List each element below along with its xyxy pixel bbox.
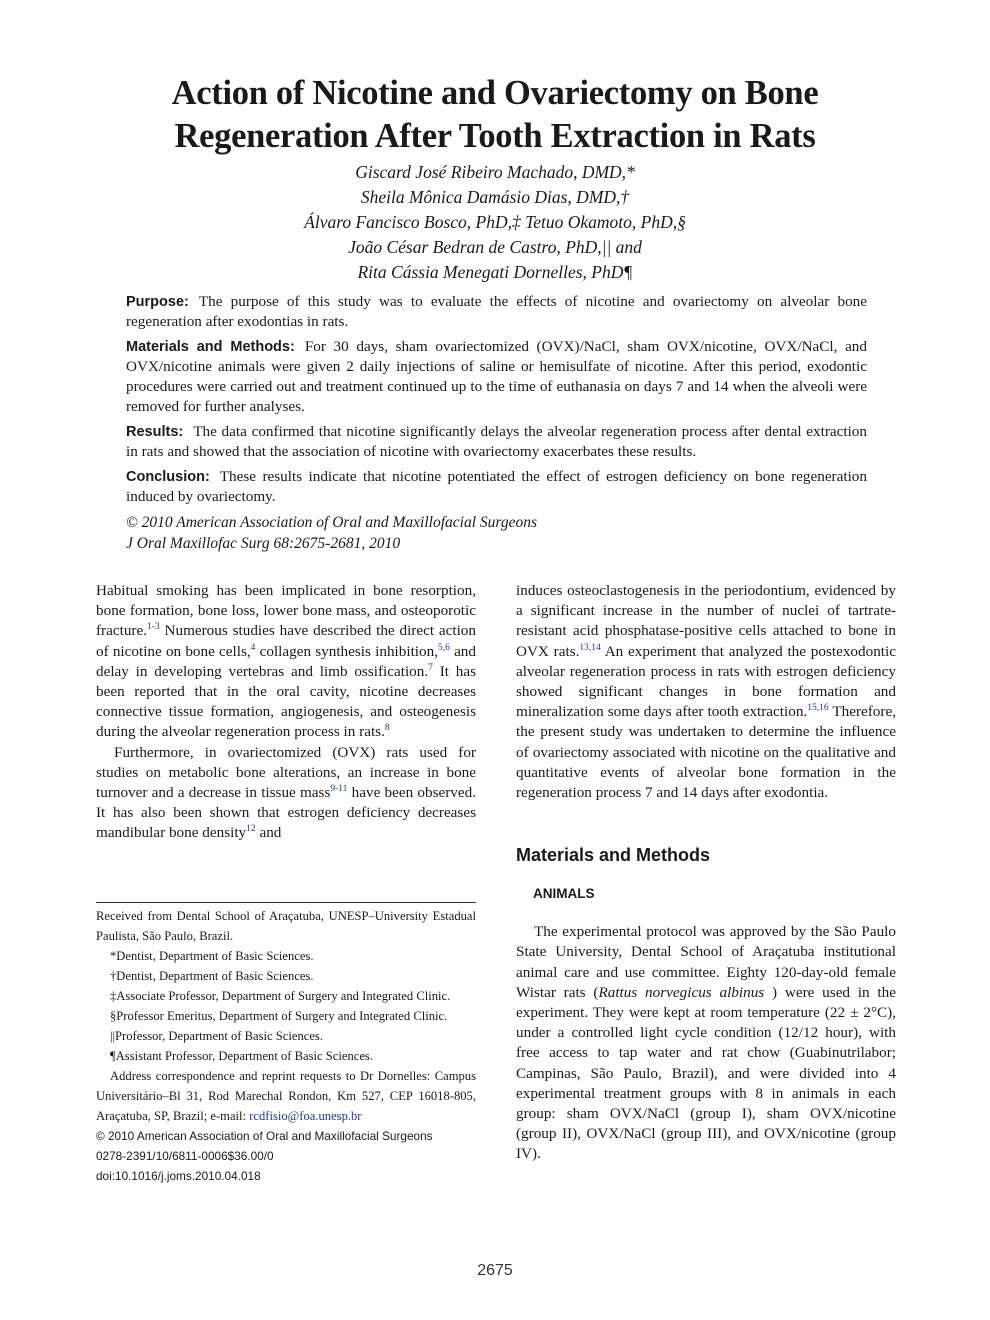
reference-link[interactable]: 8: [384, 723, 390, 734]
author-line: Sheila Mônica Damásio Dias, DMD,†: [360, 187, 630, 207]
author-list: [0, 160, 990, 285]
text-run: Numerous studies have described the direct action of nicotine on bone cells,: [96, 622, 476, 660]
text-run: and delay in developing vertebras and limb ossification.: [96, 642, 476, 680]
footnote-address: [96, 1066, 476, 1126]
abstract-text: These results indicate that nicotine potentiated the effect of estrogen deficiency on bone regeneration induced by ovariectomy.: [126, 468, 867, 505]
abstract-text: For 30 days, sham ovariectomized (OVX)/NaCl, sham OVX/nicotine, OVX/NaCl, and OVX/nicotine animals were given 2 daily injections of saline or hemisulfate of nicotine. After this period, exodontic procedures were carried out and treatment continued up to the time of euthanasia on days 7 and 14 when the alveoli were removed for further analyses.: [126, 338, 867, 415]
reference-link[interactable]: 7: [428, 662, 433, 673]
text-run: An experiment that analyzed the postexodontic alveolar regeneration process in rats with estrogen deficiency showed significant changes in bone formation and mineralization some days after tooth extraction.: [516, 642, 896, 721]
abstract: [126, 292, 867, 554]
footnote-doi[interactable]: doi:10.1016/j.joms.2010.04.018: [96, 1169, 261, 1183]
text-run: Therefore, the present study was undertaken to determine the influence of ovariectomy associated with nicotine on the qualitative and quantitative events of alveolar bone formation in the regeneration process 7 and 14 days after exodontia.: [516, 703, 896, 802]
text-run: The experimental protocol was approved by the São Paulo State University, Dental School of Araçatuba institutional animal care and use committee. Eighty 120-day-old female Wistar rats (: [516, 923, 896, 1001]
footnote-received: Received from Dental School of Araçatuba, UNESP–University Estadual Paulista, São Paulo, Brazil.: [96, 909, 476, 943]
text-run: Address correspondence and reprint requests to Dr Dornelles: Campus Universitário–Bl 31, Rod Marechal Rondon, Km 527, CEP 16018-805, Araçatuba, SP, Brazil; e-mail:: [96, 1069, 476, 1123]
reference-link[interactable]: 4: [250, 642, 256, 653]
abstract-label: Conclusion:: [126, 469, 210, 485]
abstract-label: Materials and Methods:: [126, 339, 295, 355]
reference-link[interactable]: 15,16: [807, 703, 829, 714]
reference-link[interactable]: 13,14: [579, 642, 601, 653]
title-line-1: Action of Nicotine and Ovariectomy on Bone: [171, 74, 819, 112]
text-run: collagen synthesis inhibition,: [255, 642, 438, 660]
species-name: Rattus norvegicus albinus: [598, 983, 765, 1001]
email-link[interactable]: rcdfisio@foa.unesp.br: [249, 1109, 362, 1123]
author-line: Giscard José Ribeiro Machado, DMD,*: [355, 162, 635, 182]
left-column: [96, 581, 476, 844]
text-run: Habitual smoking has been implicated in bone resorption, bone formation, bone loss, lower bone mass, and osteoporotic fracture.: [96, 582, 476, 640]
footnote: †Dentist, Department of Basic Sciences.: [110, 969, 314, 983]
footnote: §Professor Emeritus, Department of Surgery and Integrated Clinic.: [110, 1009, 448, 1023]
text-run: have been observed. It has also been shown that estrogen deficiency decreases mandibular bone density: [96, 784, 476, 842]
text-run: It has been reported that in the oral cavity, nicotine decreases connective tissue formation, angiogenesis, and osteogenesis during the alveolar regeneration process in rats.: [96, 662, 476, 741]
abstract-copyright: © 2010 American Association of Oral and Maxillofacial Surgeons: [126, 514, 538, 531]
author-line: João César Bedran de Castro, PhD,|| and: [348, 237, 642, 257]
article-title: [0, 72, 990, 158]
page-number: 2675: [477, 1262, 513, 1279]
right-column: [516, 581, 896, 1165]
section-heading: Materials and Methods: [516, 845, 711, 866]
footnotes: [96, 906, 476, 1186]
footnote: *Dentist, Department of Basic Sciences.: [110, 949, 314, 963]
footnote-divider: [96, 902, 476, 903]
reference-link[interactable]: 12: [246, 824, 256, 835]
text-run: and: [255, 824, 282, 842]
abstract-text: The data confirmed that nicotine significantly delays the alveolar regeneration process after dental extraction in rats and showed that the association of nicotine with ovariectomy exacerbates these results.: [126, 423, 867, 460]
abstract-label: Results:: [126, 424, 184, 440]
text-run: induces osteoclastogenesis in the periodontium, evidenced by a significant increase in the number of nuclei of tartrate-resistant acid phosphatase-positive cells attached to bone in OVX rats.: [516, 582, 896, 660]
body-paragraph: [516, 581, 896, 803]
body-paragraph: [516, 922, 896, 1164]
reference-link[interactable]: 9-11: [330, 783, 348, 794]
footnote: ||Professor, Department of Basic Sciences.: [110, 1029, 323, 1043]
journal-citation: J Oral Maxillofac Surg 68:2675-2681, 2010: [126, 535, 401, 552]
reference-link[interactable]: 1-3: [147, 622, 160, 633]
body-paragraph: [96, 581, 476, 743]
abstract-methods: [126, 337, 867, 417]
subsection-heading: ANIMALS: [533, 886, 595, 902]
abstract-results: [126, 422, 867, 462]
abstract-label: Purpose:: [126, 294, 189, 310]
footnote-copyright: © 2010 American Association of Oral and Maxillofacial Surgeons: [96, 1129, 433, 1143]
author-line: Álvaro Fancisco Bosco, PhD,‡ Tetuo Okamoto, PhD,§: [304, 212, 686, 232]
reference-link[interactable]: 5,6: [438, 642, 450, 653]
abstract-text: The purpose of this study was to evaluate the effects of nicotine and ovariectomy on alveolar bone regeneration after exodontias in rats.: [126, 293, 867, 330]
text-run: Furthermore, in ovariectomized (OVX) rats used for studies on metabolic bone alterations, an increase in bone turnover and a decrease in tissue mass: [96, 743, 476, 802]
author-line: Rita Cássia Menegati Dornelles, PhD¶: [357, 262, 633, 282]
text-run: ) were used in the experiment. They were kept at room temperature (22 ± 2°C), under a controlled light cycle condition (12/12 hour), with free access to tap water and rat chow (Guabinutrilabor; Campinas, São Paulo, Brazil), and were divided into 4 experimental treatment groups with 8 in animals in each group: sham OVX/NaCl (group I), sham OVX/nicotine (group II), OVX/NaCl (group III), and OVX/nicotine (group IV).: [516, 983, 896, 1163]
footnote: ‡Associate Professor, Department of Surgery and Integrated Clinic.: [110, 989, 451, 1003]
title-line-2: Regeneration After Tooth Extraction in Rats: [174, 117, 816, 155]
footnote-issn: 0278-2391/10/6811-0006$36.00/0: [96, 1149, 274, 1163]
abstract-purpose: [126, 292, 867, 332]
body-paragraph: [96, 743, 476, 844]
abstract-conclusion: [126, 467, 867, 507]
footnote: ¶Assistant Professor, Department of Basic Sciences.: [110, 1049, 373, 1063]
